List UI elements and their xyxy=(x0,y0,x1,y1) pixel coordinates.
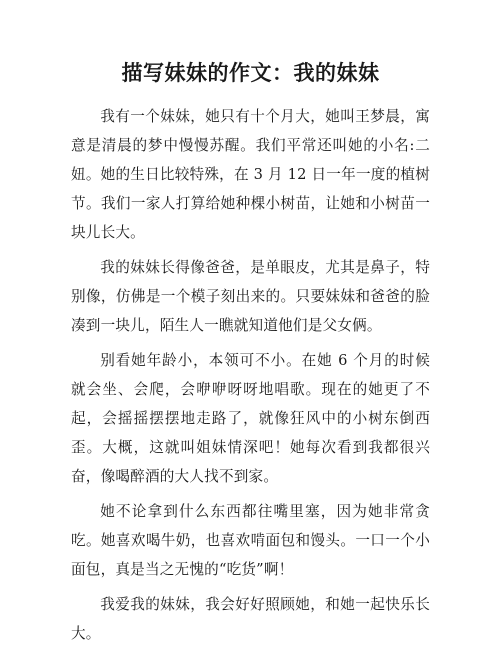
paragraph-looks-like-dad: 我的妹妹长得像爸爸，是单眼皮，尤其是鼻子，特别像，仿佛是一个模子刻出来的。只要妹妹和爸爸的脸凑到一块儿，陌生人一瞧就知道他们是父女俩。 xyxy=(71,259,430,334)
document-title: 描写妹妹的作文：我的妹妹 xyxy=(121,60,380,85)
paragraph-conclusion: 我爱我的妹妹，我会好好照顾她，和她一起快乐长大。 xyxy=(71,596,430,642)
paragraph-name-and-birthday: 我有一个妹妹，她只有十个月大，她叫王梦晨，寓意是清晨的梦中慢慢苏醒。我们平常还叫她的小名:二妞。她的生日比较特殊，在 3 月 12 日一年一度的植树节。我们一家人打算给她种棵小树苗，让她和小树苗一块儿长大。 xyxy=(71,108,430,241)
paragraph-abilities: 别看她年龄小，本领可不小。在她 6 个月的时候就会坐、会爬，会咿咿呀呀地唱歌。现在的她更了不起，会摇摇摆摆地走路了，就像狂风中的小树东倒西歪。大概，这就叫姐妹情深吧！她每次看到我都很兴奋，像喝醉酒的大人找不到家。 xyxy=(71,352,430,485)
paragraph-foodie: 她不论拿到什么东西都往嘴里塞，因为她非常贪吃。她喜欢喝牛奶，也喜欢啃面包和馒头。一口一个小面包，真是当之无愧的“吃货”啊！ xyxy=(71,503,430,578)
